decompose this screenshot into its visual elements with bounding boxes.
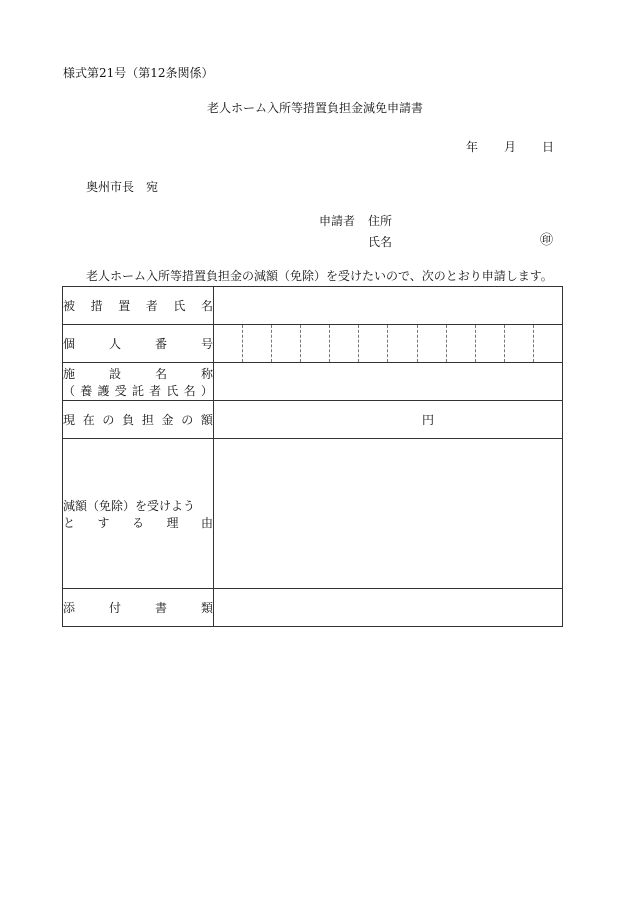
current-burden-field[interactable]	[214, 401, 563, 439]
reason-label-cell	[63, 439, 214, 589]
digit-box[interactable]	[358, 325, 387, 362]
digit-box[interactable]	[214, 325, 242, 362]
digit-box[interactable]	[300, 325, 329, 362]
form-number: 様式第21号（第12条関係）	[63, 66, 214, 80]
day-label: 日	[542, 140, 555, 154]
table-row	[63, 401, 563, 439]
month-label: 月	[504, 140, 517, 154]
personal-number-field	[214, 325, 563, 363]
year-label: 年	[466, 140, 479, 154]
table-row	[63, 287, 563, 325]
digit-box[interactable]	[504, 325, 533, 362]
digit-box[interactable]	[242, 325, 271, 362]
attachments-label: 添 付 書 類	[63, 601, 213, 615]
digit-box[interactable]	[533, 325, 562, 362]
applicant-name-label: 氏名	[368, 235, 393, 249]
reason-label-line1: 減額（免除）を受けよう	[63, 498, 196, 513]
digit-box[interactable]	[417, 325, 446, 362]
facility-name-field[interactable]	[214, 363, 563, 401]
reason-label-line2: と す る 理 由	[63, 515, 213, 530]
personal-number-label-cell	[63, 325, 214, 363]
personal-number-label: 個 人 番 号	[63, 337, 213, 351]
currency-unit: 円	[421, 413, 434, 427]
applicant-address-label: 住所	[368, 214, 393, 228]
table-row	[63, 589, 563, 627]
digit-box[interactable]	[475, 325, 504, 362]
seal-mark: ㊞	[540, 233, 554, 248]
digit-box[interactable]	[387, 325, 416, 362]
facility-name-sublabel: （ 養 護 受 託 者 氏 名 ）	[63, 383, 213, 398]
digit-box[interactable]	[271, 325, 300, 362]
application-form-table	[62, 286, 563, 627]
person-name-field[interactable]	[214, 287, 563, 325]
table-row	[63, 325, 563, 363]
date-line	[466, 140, 554, 154]
table-row	[63, 439, 563, 589]
table-row	[63, 363, 563, 401]
person-name-label-cell	[63, 287, 214, 325]
document-title: 老人ホーム入所等措置負担金減免申請書	[206, 101, 423, 115]
attachments-field[interactable]	[214, 589, 563, 627]
reason-field[interactable]	[214, 439, 563, 589]
personal-number-digits	[214, 325, 562, 362]
facility-name-label-cell	[63, 363, 214, 401]
facility-name-label: 施 設 名 称	[63, 366, 213, 381]
addressee: 奥州市長 宛	[86, 180, 159, 194]
applicant-role-label: 申請者	[319, 214, 356, 228]
intro-text: 老人ホーム入所等措置負担金の減額（免除）を受けたいので、次のとおり申請します。	[86, 269, 553, 283]
person-name-label: 被 措 置 者 氏 名	[63, 299, 213, 313]
digit-box[interactable]	[446, 325, 475, 362]
attachments-label-cell	[63, 589, 214, 627]
current-burden-label-cell	[63, 401, 214, 439]
current-burden-label: 現 在 の 負 担 金 の 額	[63, 413, 213, 427]
digit-box[interactable]	[329, 325, 358, 362]
